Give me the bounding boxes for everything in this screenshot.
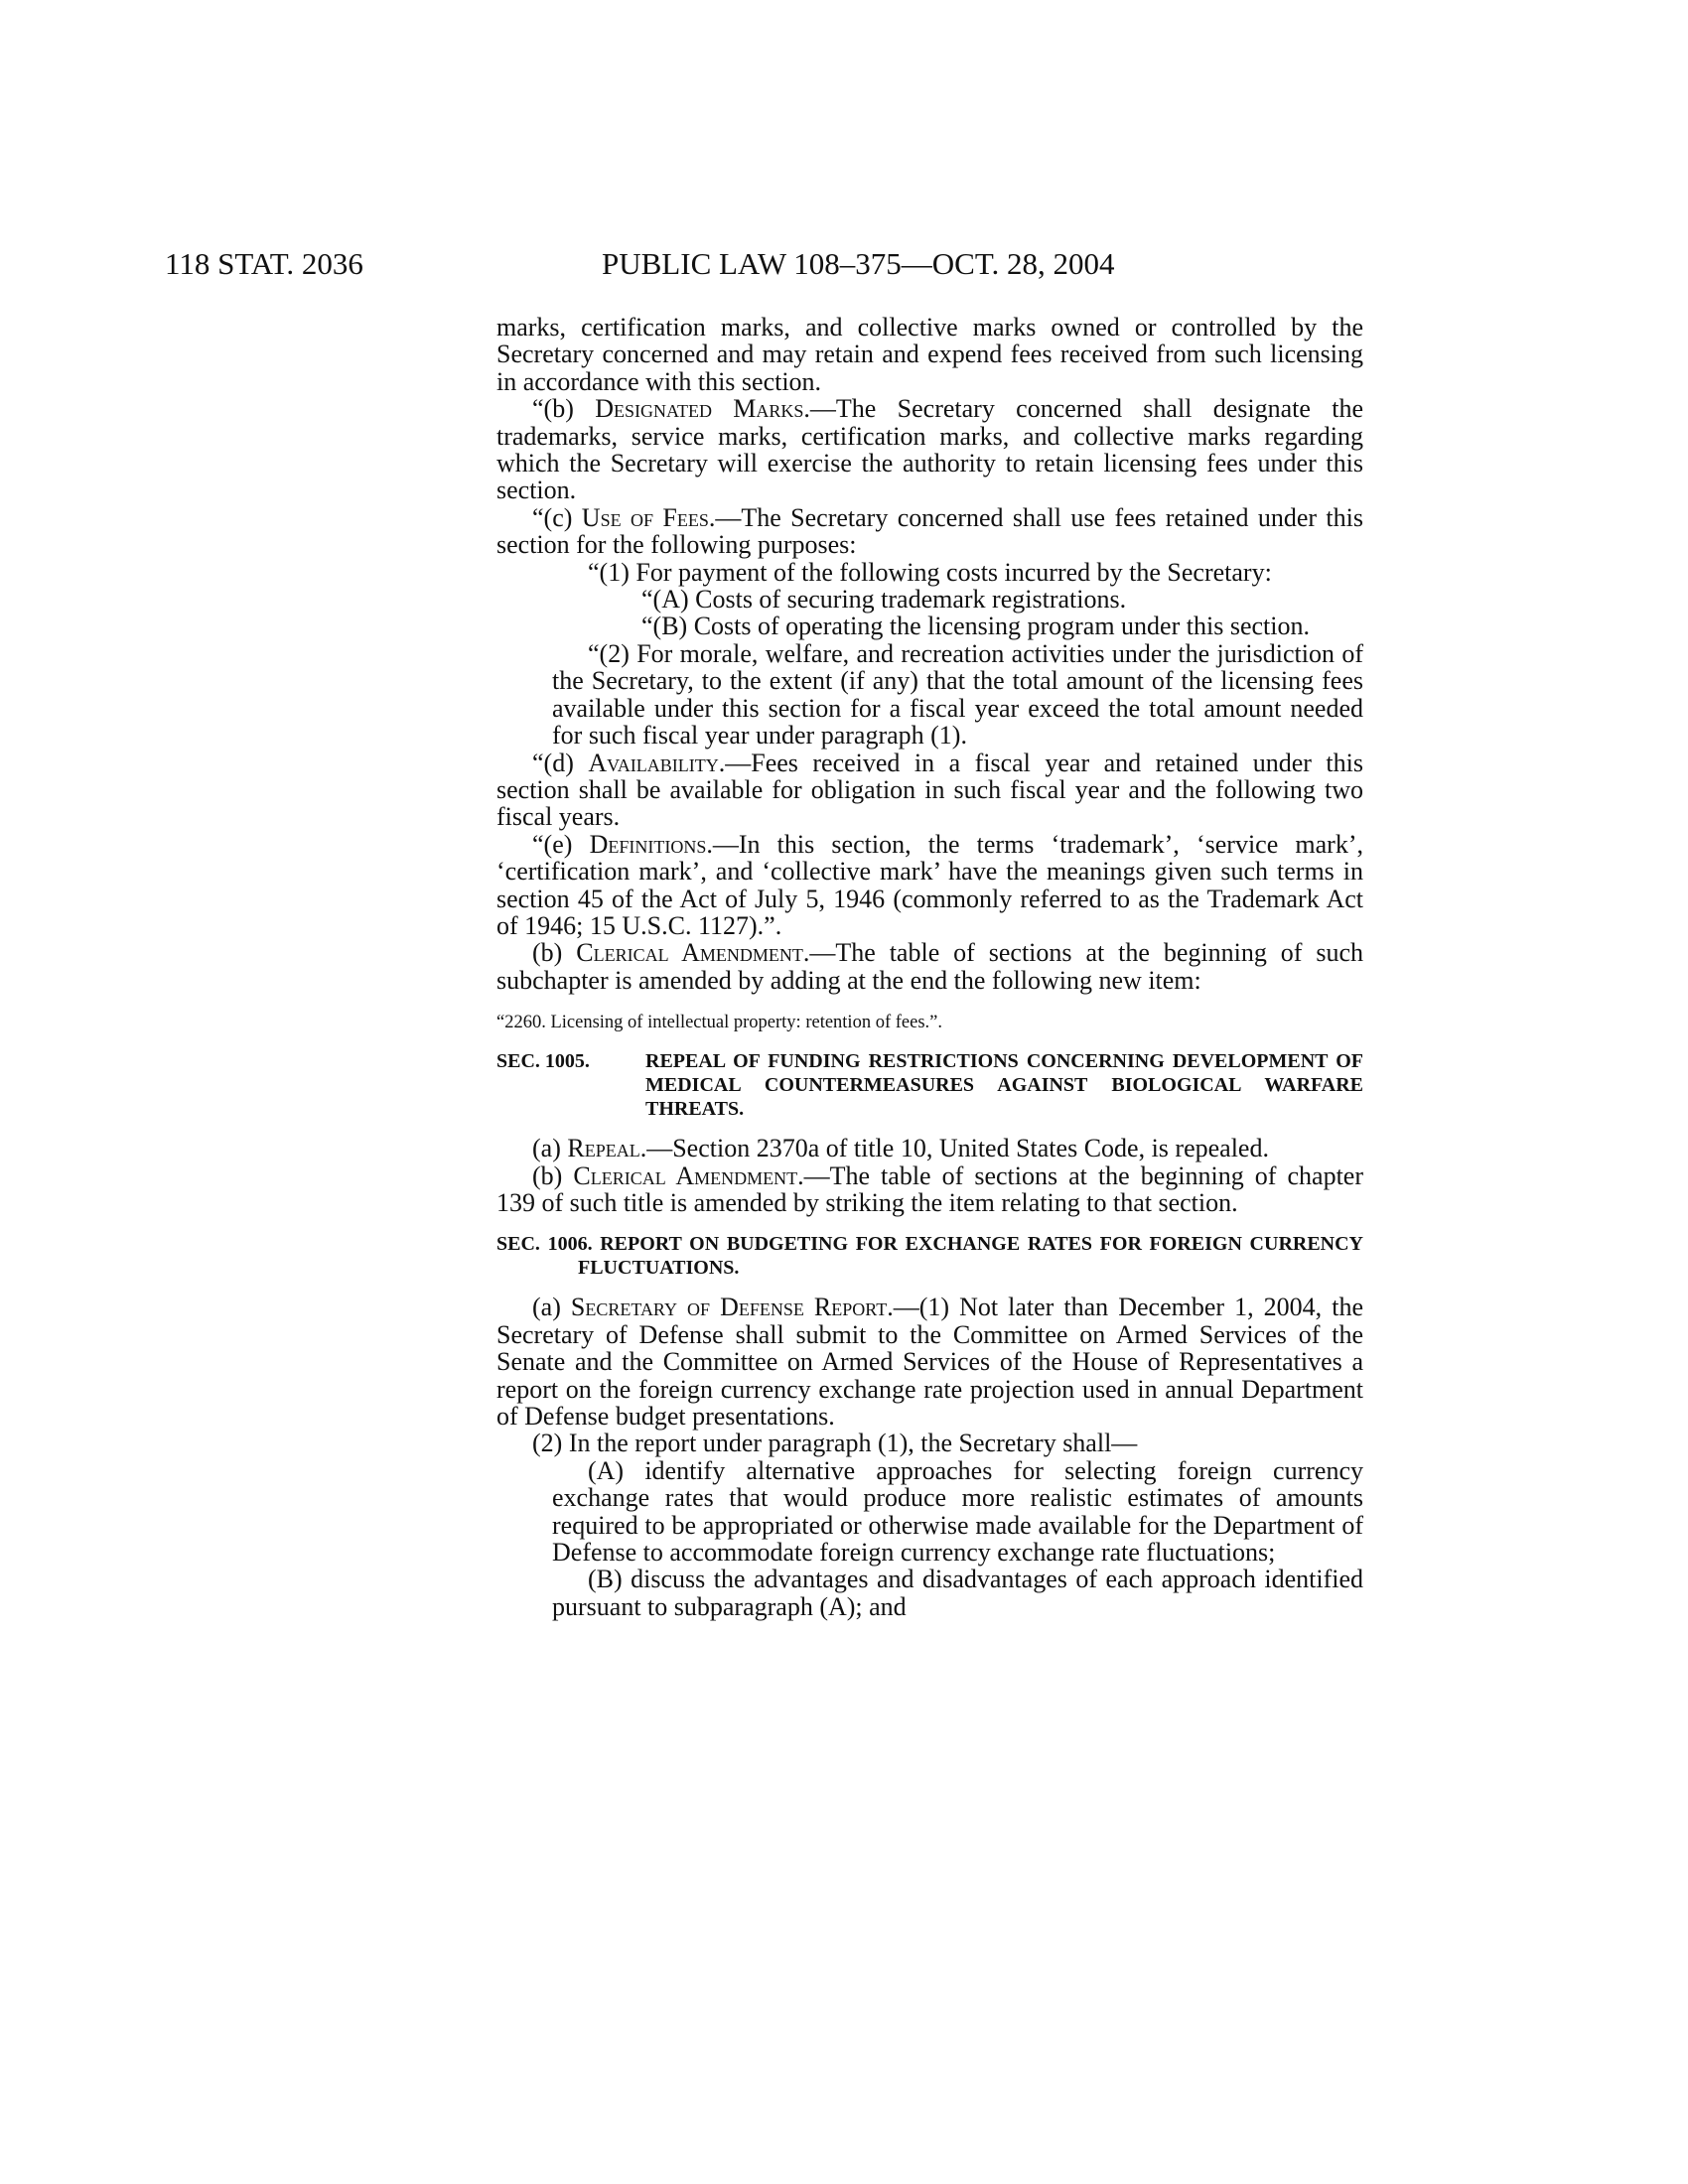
subsection-text: .—The Secretary concerned shall designate the trademarks, service marks, certification marks, and collective marks regarding which the Secretary will exercise the authority to retain licensing fees under this section. (496, 394, 1363, 505)
section-title: SEC. 1006. REPORT ON BUDGETING FOR EXCHANGE RATES FOR FOREIGN CURRENCY FLUCTUATIONS. (496, 1233, 1363, 1280)
subparagraph-cB: “(B) Costs of operating the licensing program under this section. (641, 612, 1310, 641)
clerical-amendment (496, 939, 1363, 994)
subsection-label: (a) (532, 1293, 571, 1322)
section-title: REPEAL OF FUNDING RESTRICTIONS CONCERNING DEVELOPMENT OF MEDICAL COUNTERMEASURES AGAINST BIOLOGICAL WARFARE THREATS. (645, 1050, 1363, 1121)
sec1005-subsection-a-repeal (496, 1135, 1363, 1161)
paragraph-c1: “(1) For payment of the following costs incurred by the Secretary: (588, 557, 1272, 587)
sec1005-subsection-b-clerical (496, 1162, 1363, 1217)
subsection-text: .—The table of sections at the beginning of chapter 139 of such title is amended by striking the item relating to that section. (496, 1160, 1364, 1217)
subsection-text: .—Fees received in a fiscal year and retained under this section shall be available for obligation in such fiscal year and the following two fiscal years. (496, 748, 1363, 832)
subsection-heading: Availability (588, 748, 719, 777)
subsection-text: .—The table of sections at the beginning of such subchapter is amended by adding at the end the following new item: (496, 938, 1363, 995)
subsection-text: .—The Secretary concerned shall use fees retained under this section for the following purposes: (496, 502, 1363, 560)
page-header (0, 246, 1688, 286)
subsection-heading: Secretary of Defense Report (570, 1293, 888, 1322)
section-number: SEC. 1005. (496, 1050, 590, 1073)
paragraph-c2: “(2) For morale, welfare, and recreation activities under the jurisdiction of the Secretary, to the extent (if any) that the total amount of the licensing fees available under this section for a fiscal year exceed the total amount needed for such fiscal year under paragraph (1). (552, 638, 1363, 751)
sec1006-subparagraph-A: (A) identify alternative approaches for selecting foreign currency exchange rates that would produce more realistic estimates of amounts required to be appropriated or otherwise made available for the Department of Defense to accommodate foreign currency exchange rate fluctuations; (552, 1455, 1363, 1568)
subparagraph-cA: “(A) Costs of securing trademark registrations. (641, 585, 1127, 614)
subsection-c-use-of-fees (496, 504, 1363, 559)
subsection-heading: Clerical Amendment (576, 938, 803, 968)
subsection-heading: Use of Fees (581, 502, 709, 532)
subsection-heading: Definitions (589, 829, 707, 859)
subsection-label: (b) (532, 938, 577, 968)
subsection-text: .—(1) Not later than December 1, 2004, the Secretary of Defense shall submit to the Committee on Armed Services of the Senate and the Committee on Armed Services of the House of Representatives a report on the foreign currency exchange rate projection used in annual Department of Defense budget presentations. (496, 1293, 1363, 1431)
subsection-heading: Designated Marks (595, 394, 804, 424)
subsection-heading: Repeal (567, 1134, 640, 1163)
subsection-text: .—Section 2370a of title 10, United States Code, is repealed. (639, 1134, 1269, 1163)
table-of-sections-item: “2260. Licensing of intellectual property: retention of fees.”. (496, 1013, 942, 1033)
subsection-text: .—In this section, the terms ‘trademark’, ‘service mark’, ‘certification mark’, and ‘collective mark’ have the meanings given such terms in section 45 of the Act of July 5, 1946 (commonly referred to as the Trademark Act of 1946; 15 U.S.C. 1127).”. (496, 829, 1363, 940)
subsection-heading: Clerical Amendment (573, 1160, 798, 1190)
subsection-e-definitions (496, 831, 1363, 940)
section-1005-heading (496, 1049, 1363, 1121)
public-law-citation: PUBLIC LAW 108–375—OCT. 28, 2004 (602, 246, 1115, 281)
subsection-label: “(e) (532, 829, 590, 859)
section-1006-heading (496, 1232, 1363, 1280)
subsection-d-availability (496, 750, 1363, 831)
subsection-label: (a) (532, 1134, 568, 1163)
statute-page-number: 118 STAT. 2036 (165, 246, 363, 281)
sec1006-paragraph-2: (2) In the report under paragraph (1), the Secretary shall— (532, 1429, 1138, 1458)
subsection-label: “(c) (532, 502, 582, 532)
sec1006-subsection-a-report (496, 1294, 1363, 1430)
document-body (496, 314, 1363, 1620)
subsection-b-designated-marks (496, 395, 1363, 504)
sec1006-subparagraph-B: (B) discuss the advantages and disadvantages of each approach identified pursuant to subparagraph (A); and (552, 1565, 1363, 1621)
paragraph-continuation: marks, certification marks, and collective marks owned or controlled by the Secretary concerned and may retain and expend fees received from such licensing in accordance with this section. (496, 313, 1363, 396)
subsection-label: (b) (532, 1160, 574, 1190)
subsection-label: “(d) (532, 748, 589, 777)
subsection-label: “(b) (532, 394, 596, 424)
